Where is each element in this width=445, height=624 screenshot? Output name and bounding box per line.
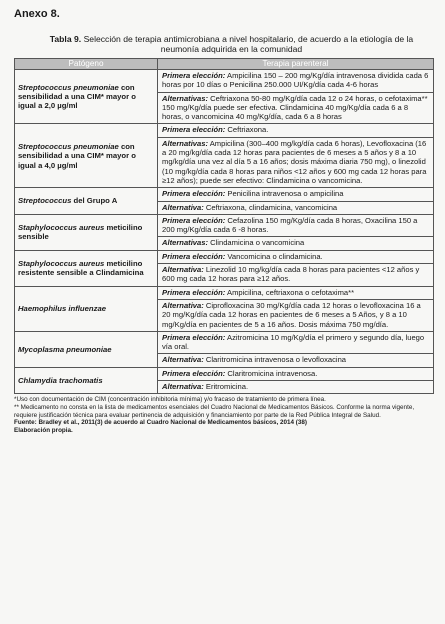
pathogen-qualifier: meticilino sensible xyxy=(18,223,143,242)
alternatives-label: Alternativa: xyxy=(162,202,204,212)
pathogen-name: Streptococcus pneumoniae xyxy=(18,82,119,92)
first-choice-section xyxy=(158,215,433,237)
first-choice-label: Primera elección: xyxy=(162,287,226,297)
pathogen-cell xyxy=(15,367,158,394)
therapy-cell xyxy=(158,188,434,215)
first-choice-label: Primera elección: xyxy=(162,125,226,135)
source-text: Bradley et al., 2011(3) de acuerdo al Cuadro Nacional de Medicamentos básicos, 2014 (38) xyxy=(36,419,307,427)
alternatives-section xyxy=(158,380,433,393)
alternatives-section xyxy=(158,201,433,214)
table-row xyxy=(15,188,434,215)
footnote-source xyxy=(14,419,434,427)
first-choice-text: Claritromicina intravenosa. xyxy=(225,368,318,378)
pathogen-name: Streptococcus pneumoniae xyxy=(18,141,119,151)
alternatives-label: Alternativa: xyxy=(162,382,204,392)
therapy-cell xyxy=(158,331,434,367)
first-choice-text: Penicilina intravenosa o ampicilina xyxy=(225,189,344,199)
footnotes xyxy=(14,396,434,434)
pathogen-cell xyxy=(15,286,158,331)
pathogen-name: Haemophilus influenzae xyxy=(18,304,106,314)
pathogen-qualifier: con sensibilidad a una CIM* mayor o igual a 4,0 µg/ml xyxy=(18,141,136,170)
alternatives-section xyxy=(158,353,433,366)
first-choice-section xyxy=(158,124,433,136)
alternatives-section xyxy=(158,137,433,187)
table-caption-text: Selección de terapia antimicrobiana a nivel hospitalario, de acuerdo a la etiología de la neumonía adquirida en la comunidad xyxy=(83,34,414,54)
first-choice-text: Azitromicina 10 mg/Kg/día el primero y segundo día, luego vía oral. xyxy=(162,332,425,352)
alternatives-text: Eritromicina. xyxy=(203,382,249,392)
table-row xyxy=(15,331,434,367)
alternatives-section xyxy=(158,92,433,124)
alternatives-section xyxy=(158,236,433,249)
alternatives-label: Alternativas: xyxy=(162,238,209,248)
first-choice-label: Primera elección: xyxy=(162,189,226,199)
pathogen-name: Streptococcus xyxy=(18,196,72,206)
table-header-row xyxy=(15,59,434,70)
first-choice-text: Vancomicina o clindamicina. xyxy=(225,251,323,261)
pathogen-qualifier: con sensibilidad a una CIM* mayor o igual a 2,0 µg/ml xyxy=(18,82,136,111)
therapy-cell xyxy=(158,250,434,286)
alternatives-text: Claritromicina intravenosa o levofloxacina xyxy=(203,355,347,365)
first-choice-text: Cefazolina 150 mg/Kg/día cada 8 horas, Oxacilina 150 a 200 mg/Kg/día cada 6 -8 horas. xyxy=(162,215,418,235)
alternatives-label: Alternativa: xyxy=(162,355,204,365)
alternatives-text: Ciprofloxacina 30 mg/Kg/día cada 12 horas o levofloxacina 16 a 20 mg/Kg/día cada 12 horas en pacientes de 6 meses a 5 Años, y 8 a 10 mg/Kg/día en pacientes de 5 a 16 años. Dosis máxima 750 mg/día. xyxy=(162,300,421,329)
pathogen-name: Mycoplasma pneumoniae xyxy=(18,344,112,354)
pathogen-cell xyxy=(15,70,158,124)
pathogen-name: Chlamydia trachomatis xyxy=(18,375,103,385)
first-choice-label: Primera elección: xyxy=(162,215,226,225)
table-row xyxy=(15,124,434,188)
first-choice-section xyxy=(158,251,433,263)
pathogen-cell xyxy=(15,124,158,188)
therapy-table xyxy=(14,58,434,394)
first-choice-section xyxy=(158,287,433,299)
header-pathogen: Patógeno xyxy=(15,59,158,70)
alternatives-label: Alternativas: xyxy=(162,138,209,148)
alternatives-section xyxy=(158,263,433,286)
first-choice-label: Primera elección: xyxy=(162,368,226,378)
alternatives-label: Alternativa: xyxy=(162,265,204,275)
therapy-cell xyxy=(158,124,434,188)
alternatives-text: Ampicilina (300–400 mg/kg/día cada 6 horas), Levofloxacina (16 a 20 mg/kg/día cada 12 horas para pacientes de 6 meses a 5 años y 8 a 10 mg/kg/día una vez al día 5 a 16 años; dosis máxima diaria 750 mg), o linezolid (10 mg/kg/día cada 8 horas para niños <12 años y 600 mg cada 12 horas para ≥12 años); puede ser efectivo: Clindamicina o vancomicina. xyxy=(162,138,427,185)
table-body xyxy=(15,70,434,394)
alternatives-text: Ceftriaxona 50-80 mg/Kg/día cada 12 o 24 horas, o cefotaxima** 150 mg/Kg/día puede ser efectiva. Clindamicina 40 mg/Kg/día cada 6 a 8 horas, o vancomicina 40 mg/Kg/día, cada 6 a 8 horas xyxy=(162,93,428,122)
annex-title: Anexo 8. xyxy=(14,8,60,20)
pathogen-cell xyxy=(15,188,158,215)
pathogen-name: Staphylococcus aureus xyxy=(18,258,105,268)
alternatives-text: Linezolid 10 mg/kg/día cada 8 horas para pacientes <12 años y 600 mg cada 12 horas para ≥12 años. xyxy=(162,265,420,284)
pathogen-qualifier: del Grupo A xyxy=(71,196,118,206)
first-choice-section xyxy=(158,332,433,354)
first-choice-section xyxy=(158,368,433,380)
therapy-cell xyxy=(158,286,434,331)
first-choice-section xyxy=(158,188,433,200)
table-caption xyxy=(36,34,427,54)
first-choice-label: Primera elección: xyxy=(162,71,226,80)
first-choice-label: Primera elección: xyxy=(162,332,226,342)
therapy-cell xyxy=(158,70,434,124)
source-label: Fuente: xyxy=(14,419,37,427)
alternatives-section xyxy=(158,299,433,331)
pathogen-cell xyxy=(15,214,158,250)
therapy-cell xyxy=(158,214,434,250)
footnote-cim: *Uso con documentación de CIM (concentración inhibitoria mínima) y/o fracaso de tratamiento de primera línea. xyxy=(14,396,326,404)
table-caption-label: Tabla 9. xyxy=(49,34,82,44)
table-row xyxy=(15,70,434,124)
footnote-elaboration: Elaboración propia. xyxy=(14,426,73,434)
pathogen-name: Staphylococcus aureus xyxy=(18,223,105,232)
first-choice-section xyxy=(158,70,433,92)
pathogen-cell xyxy=(15,331,158,367)
alternatives-text: Clindamicina o vancomicina xyxy=(208,238,305,248)
footnote-medication: ** Medicamento no consta en la lista de medicamentos esenciales del Cuadro Nacional de Medicamentos Básicos. Conforme la norma vigente, requiere justificación técnica para evaluar pertinencia de adquisición y financiamiento por parte de la Red Pública Integral de Salud. xyxy=(14,403,415,419)
first-choice-text: Ampicilina 150 – 200 mg/Kg/día intravenosa dividida cada 6 horas por 10 días o Penicilina 250.000 UI/Kg/día cada 4-6 horas xyxy=(162,71,429,90)
alternatives-label: Alternativa: xyxy=(162,300,204,310)
therapy-cell xyxy=(158,367,434,394)
pathogen-cell xyxy=(15,250,158,286)
table-row xyxy=(15,367,434,394)
table-row xyxy=(15,250,434,286)
first-choice-label: Primera elección: xyxy=(162,251,226,261)
first-choice-text: Ceftriaxona. xyxy=(225,125,269,135)
first-choice-text: Ampicilina, ceftriaxona o cefotaxima** xyxy=(225,287,355,297)
pathogen-qualifier: meticilino resistente sensible a Clindamicina xyxy=(18,258,144,278)
alternatives-label: Alternativas: xyxy=(162,93,209,103)
table-row xyxy=(15,214,434,250)
table-row xyxy=(15,286,434,331)
alternatives-text: Ceftriaxona, clindamicina, vancomicina xyxy=(203,202,338,212)
header-therapy: Terapia parenteral xyxy=(158,59,434,70)
